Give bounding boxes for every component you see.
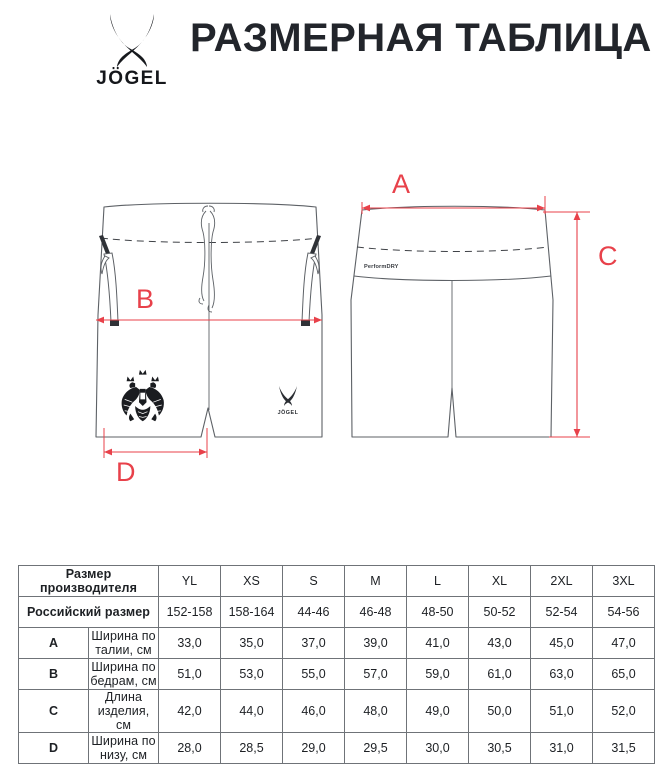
measure-cell: 31,5: [593, 733, 655, 764]
measure-cell: 61,0: [469, 659, 531, 690]
brand-logo: [88, 12, 176, 94]
brand-wordmark: JÖGEL: [96, 68, 168, 89]
measure-cell: 41,0: [407, 628, 469, 659]
shorts-illustration: [0, 110, 672, 535]
table-row: [19, 628, 655, 659]
measure-cell: 31,0: [531, 733, 593, 764]
size-header-cell: YL: [159, 566, 221, 597]
measure-cell: 51,0: [531, 690, 593, 733]
size-chart-table-container: [18, 565, 655, 764]
measure-cell: 30,0: [407, 733, 469, 764]
page-title: РАЗМЕРНАЯ ТАБЛИЦА: [190, 16, 652, 60]
measure-cell: 50,0: [469, 690, 531, 733]
measure-cell: 52,0: [593, 690, 655, 733]
size-chart-body: [19, 566, 655, 764]
shorts-front-brand-text: JÖGEL: [277, 410, 299, 416]
measure-cell: 59,0: [407, 659, 469, 690]
measure-cell: 55,0: [283, 659, 345, 690]
measure-cell: 45,0: [531, 628, 593, 659]
measure-cell: 28,5: [221, 733, 283, 764]
size-chart-table: [18, 565, 655, 764]
measure-cell: 29,0: [283, 733, 345, 764]
size-header-cell: 2XL: [531, 566, 593, 597]
row-description: Ширина по низу, см: [89, 733, 159, 764]
table-row: [19, 659, 655, 690]
row-description: Ширина по талии, см: [89, 628, 159, 659]
row-letter: C: [19, 690, 89, 733]
measure-cell: 46,0: [283, 690, 345, 733]
measure-b-label: B: [136, 284, 155, 314]
shorts-front-view: [96, 203, 322, 487]
table-row-russian-size: [19, 597, 655, 628]
measure-cell: 35,0: [221, 628, 283, 659]
measure-cell: 33,0: [159, 628, 221, 659]
size-header-cell: M: [345, 566, 407, 597]
table-row: [19, 690, 655, 733]
measure-d-label: D: [116, 457, 136, 487]
measure-cell: 30,5: [469, 733, 531, 764]
size-header-cell: XS: [221, 566, 283, 597]
shorts-back-view: [351, 169, 618, 437]
size-header-cell: L: [407, 566, 469, 597]
measure-cell: 48,0: [345, 690, 407, 733]
size-header-cell: S: [283, 566, 345, 597]
row-letter: D: [19, 733, 89, 764]
jogel-horns-logo-icon: [102, 12, 162, 68]
measure-cell: 44,0: [221, 690, 283, 733]
row-description: Ширина по бедрам, см: [90, 660, 157, 688]
row-letter: B: [19, 659, 89, 690]
russian-size-cell: 50-52: [469, 597, 531, 628]
russian-size-cell: 158-164: [221, 597, 283, 628]
measure-cell: 51,0: [159, 659, 221, 690]
russian-size-cell: 44-46: [283, 597, 345, 628]
row-description: Длина изделия, см: [89, 690, 159, 733]
measure-cell: 42,0: [159, 690, 221, 733]
table-row: [19, 733, 655, 764]
shorts-technical-drawing: [0, 110, 672, 535]
russian-size-cell: 152-158: [159, 597, 221, 628]
measure-cell: 57,0: [345, 659, 407, 690]
measure-cell: 28,0: [159, 733, 221, 764]
row-letter: A: [19, 628, 89, 659]
measure-cell: 49,0: [407, 690, 469, 733]
measure-c: [543, 212, 618, 437]
measure-cell: 39,0: [345, 628, 407, 659]
russian-size-cell: 46-48: [345, 597, 407, 628]
performdry-label: PerformDRY: [364, 264, 399, 270]
russian-size-cell: 54-56: [593, 597, 655, 628]
measure-cell: 37,0: [283, 628, 345, 659]
measure-cell: 53,0: [221, 659, 283, 690]
measure-cell: 29,5: [345, 733, 407, 764]
russian-size-cell: 52-54: [531, 597, 593, 628]
measure-a-label: A: [392, 169, 411, 199]
russian-size-cell: 48-50: [407, 597, 469, 628]
size-header-cell: XL: [469, 566, 531, 597]
page-header: [0, 0, 672, 110]
manufacturer-size-label: Размер производителя: [19, 566, 159, 597]
measure-cell: 43,0: [469, 628, 531, 659]
table-row-manufacturer-size: [19, 566, 655, 597]
measure-cell: 63,0: [531, 659, 593, 690]
measure-cell: 65,0: [593, 659, 655, 690]
measure-cell: 47,0: [593, 628, 655, 659]
russian-size-label: Российский размер: [19, 597, 159, 628]
measure-c-label: C: [598, 241, 618, 271]
size-header-cell: 3XL: [593, 566, 655, 597]
